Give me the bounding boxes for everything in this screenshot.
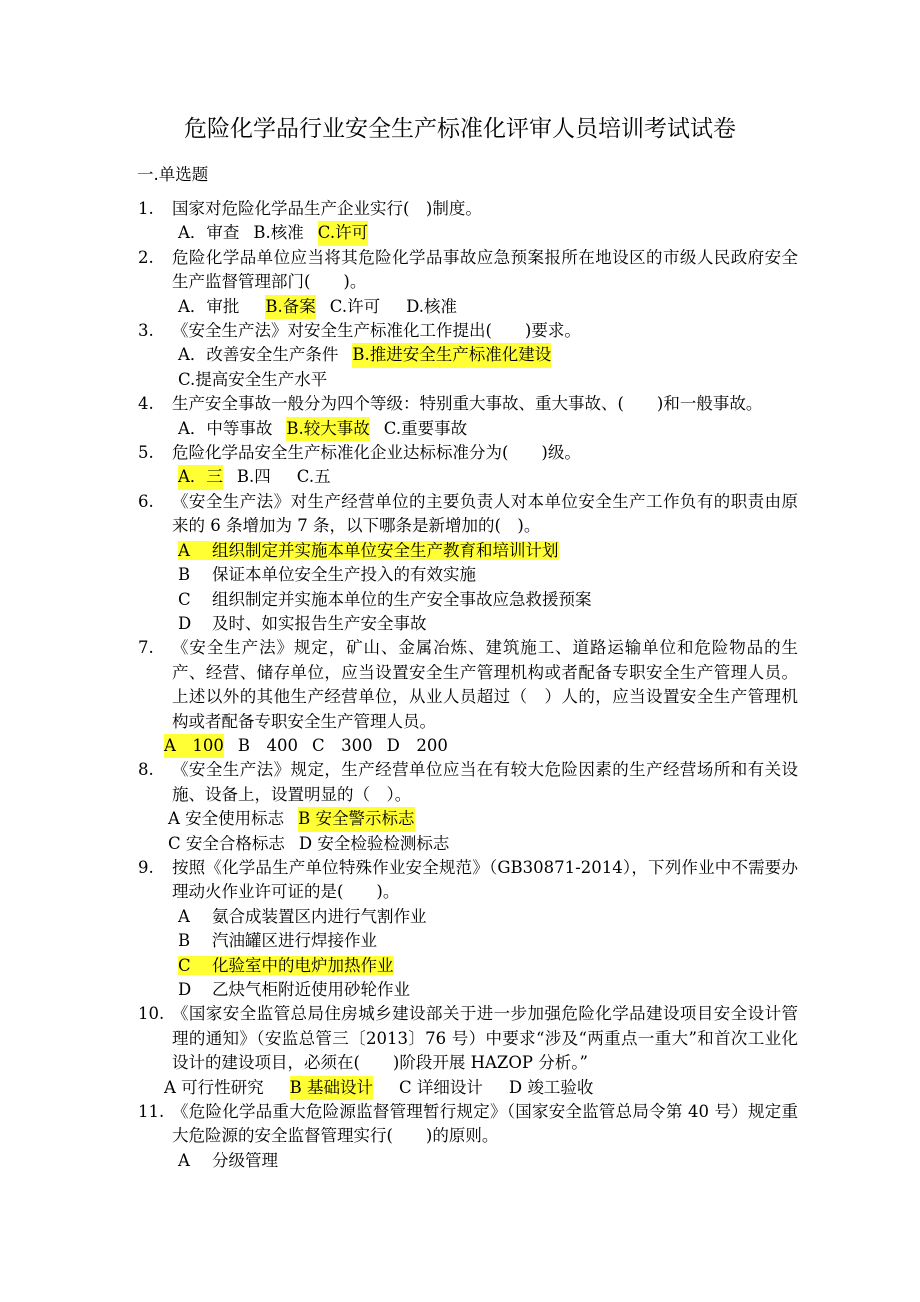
question-1 xyxy=(138,197,798,246)
question-number: 5. xyxy=(138,443,154,463)
option-a: 分级管理 xyxy=(212,1150,278,1170)
option-b: B.四 xyxy=(236,467,271,487)
question-number: 3. xyxy=(138,321,154,341)
question-2 xyxy=(138,246,798,319)
question-number: 1. xyxy=(138,199,154,218)
options-row xyxy=(172,465,798,489)
option-b: 汽油罐区进行焊接作业 xyxy=(212,931,377,951)
question-stem: 《国家安全监管总局住房城乡建设部关于进一步加强危险化学品建设项目安全设计管理的通知》（安监总管三〔2013〕76 号）中要求“涉及“两重点一重大”和首次工业化设计的建设项目，必须在( )阶段开展 HAZOP 分析。” xyxy=(172,1004,798,1073)
question-number: 8. xyxy=(138,760,154,780)
option-b: 保证本单位安全生产投入的有效实施 xyxy=(212,565,476,585)
option-c: C.提高安全生产水平 xyxy=(178,369,328,389)
option-letter: C xyxy=(178,589,191,609)
option-a: A．改善安全生产条件 xyxy=(178,345,339,365)
option-d-row xyxy=(172,978,798,1002)
option-b-answer: B 基础设计 xyxy=(290,1076,373,1100)
options-row xyxy=(168,832,798,856)
option-d-row xyxy=(172,612,798,636)
question-11 xyxy=(138,1100,798,1173)
question-number: 9. xyxy=(138,857,154,877)
option-a: 氨合成装置区内进行气割作业 xyxy=(212,906,427,926)
option-c: 组织制定并实施本单位的生产安全事故应急救援预案 xyxy=(212,589,592,609)
question-stem: 《安全生产法》规定，矿山、金属冶炼、建筑施工、道路运输单位和危险物品的生产、经营、储存单位，应当设置安全生产管理机构或者配备专职安全生产管理人员。上述以外的其他生产经营单位，从业人员超过（ ）人的，应当设置安全生产管理机构或者配备专职安全生产管理人员。 xyxy=(172,638,798,731)
question-10 xyxy=(138,1002,798,1100)
option-b-row xyxy=(172,563,798,587)
options-row xyxy=(164,1076,798,1100)
question-3 xyxy=(138,319,798,392)
question-stem: 国家对危险化学品生产企业实行( )制度。 xyxy=(172,199,482,218)
section-heading: 一.单选题 xyxy=(137,165,209,184)
question-8 xyxy=(138,758,798,856)
options-row xyxy=(172,368,798,392)
option-c: C 300 xyxy=(312,735,373,755)
question-number: 10. xyxy=(138,1004,165,1024)
option-d: D 安全检验检测标志 xyxy=(298,833,450,853)
option-a-answer: A 100 xyxy=(164,734,224,758)
question-number: 7. xyxy=(138,638,154,658)
option-b: B.核准 xyxy=(253,223,304,243)
question-7 xyxy=(138,636,798,758)
document-title: 危险化学品行业安全生产标准化评审人员培训考试试卷 xyxy=(184,116,736,142)
question-stem: 《安全生产法》对安全生产标准化工作提出( )要求。 xyxy=(172,321,581,341)
option-a-row xyxy=(172,539,798,563)
option-c: C 详细设计 xyxy=(399,1077,483,1097)
question-stem: 《危险化学品重大危险源监督管理暂行规定》（国家安全监管总局令第 40 号）规定重大危险源的安全监督管理实行( )的原则。 xyxy=(172,1102,798,1146)
option-letter: B xyxy=(178,931,191,951)
question-number: 6. xyxy=(138,491,154,511)
question-stem: 危险化学品安全生产标准化企业达标标准分为( )级。 xyxy=(172,443,581,463)
option-a: A．审查 xyxy=(178,223,240,243)
options-row xyxy=(164,734,798,758)
option-a-answer: A．三 xyxy=(178,465,223,489)
option-a: A．中等事故 xyxy=(178,418,273,438)
question-stem: 《安全生产法》对生产经营单位的主要负责人对本单位安全生产工作负有的职责由原来的 6 条增加为 7 条，以下哪条是新增加的( )。 xyxy=(172,491,798,536)
option-a: A 可行性研究 xyxy=(164,1077,264,1097)
option-letter: A xyxy=(178,540,190,560)
option-d: D 200 xyxy=(386,735,448,755)
option-d: 乙炔气柜附近使用砂轮作业 xyxy=(212,980,410,999)
question-4 xyxy=(138,392,798,441)
option-b: B 400 xyxy=(237,735,299,755)
options-row xyxy=(172,295,798,319)
question-stem: 危险化学品单位应当将其危险化学品事故应急预案报所在地设区的市级人民政府安全生产监督管理部门( )。 xyxy=(172,247,798,292)
option-a: A．审批 xyxy=(178,296,240,316)
option-letter: A xyxy=(178,1150,190,1170)
option-b-answer: B 安全警示标志 xyxy=(298,807,414,831)
question-5 xyxy=(138,441,798,490)
option-letter: D xyxy=(178,980,192,999)
option-d: 及时、如实报告生产安全事故 xyxy=(212,613,427,633)
option-letter: A xyxy=(178,906,190,926)
option-b-answer: B.推进安全生产标准化建设 xyxy=(352,343,551,367)
option-letter: B xyxy=(178,565,191,585)
option-d: D 竣工验收 xyxy=(508,1077,594,1097)
question-stem: 生产安全事故一般分为四个等级：特别重大事故、重大事故、( )和一般事故。 xyxy=(172,394,763,414)
option-c: C 安全合格标志 xyxy=(168,833,285,853)
option-b-answer: B.较大事故 xyxy=(286,417,369,441)
option-a: A 安全使用标志 xyxy=(168,809,285,829)
options-row xyxy=(172,221,798,245)
question-number: 4. xyxy=(138,394,154,414)
option-letter: D xyxy=(178,613,192,633)
option-c-answer: C.许可 xyxy=(318,221,368,245)
option-a-answer: 组织制定并实施本单位安全生产教育和培训计划 xyxy=(212,540,559,560)
options-row xyxy=(168,807,798,831)
option-c-row xyxy=(172,588,798,612)
question-stem: 《安全生产法》规定，生产经营单位应当在有较大危险因素的生产经营场所和有关设施、设备上，设置明显的（ ）。 xyxy=(172,760,798,804)
option-a-row xyxy=(172,905,798,929)
question-9 xyxy=(138,856,798,1002)
option-c: C.许可 xyxy=(329,296,381,316)
option-b-answer: B.备案 xyxy=(265,295,315,319)
option-a-row xyxy=(172,1149,798,1173)
question-list xyxy=(138,197,798,1173)
option-letter: C xyxy=(178,955,191,975)
option-d: D.核准 xyxy=(406,296,457,316)
question-stem: 按照《化学品生产单位特殊作业安全规范》（GB30871-2014），下列作业中不需要办理动火作业许可证的是( )。 xyxy=(172,857,798,902)
question-number: 11. xyxy=(138,1102,165,1122)
option-c: C.五 xyxy=(296,467,331,487)
question-6 xyxy=(138,490,798,636)
option-b-row xyxy=(172,929,798,953)
option-c-row xyxy=(172,954,798,978)
options-row xyxy=(172,417,798,441)
options-row xyxy=(172,343,798,367)
option-c: C.重要事故 xyxy=(383,418,468,438)
option-c-answer: 化验室中的电炉加热作业 xyxy=(212,955,394,975)
question-number: 2. xyxy=(138,247,154,267)
